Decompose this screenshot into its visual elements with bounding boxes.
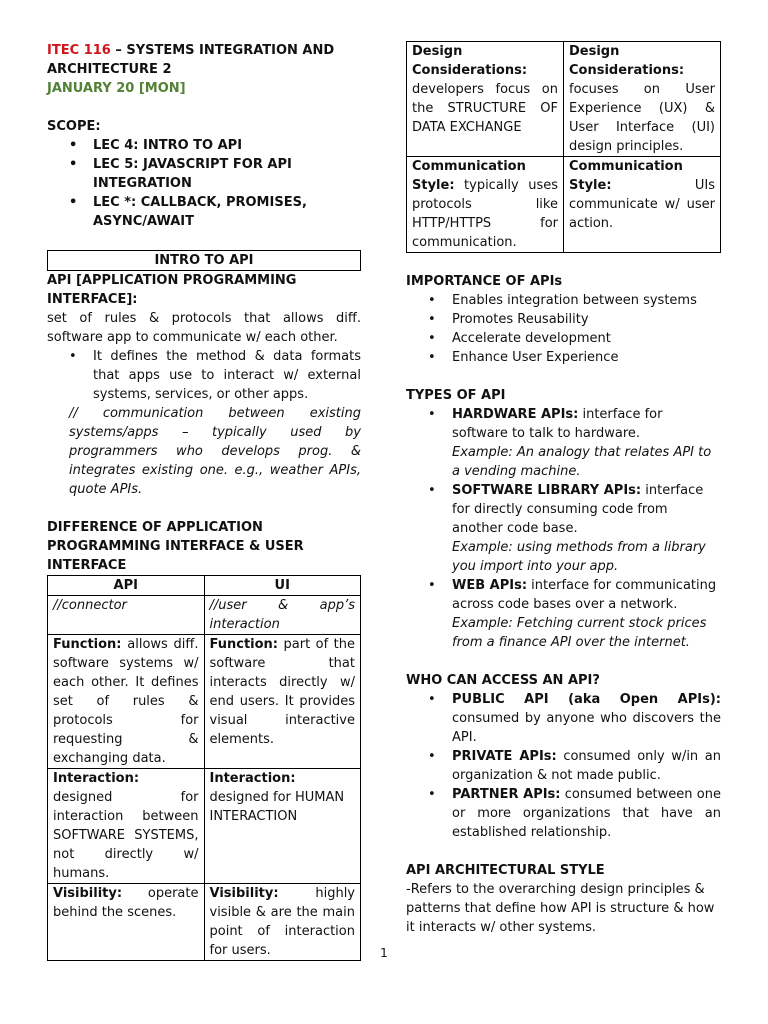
list-item: • PUBLIC API (aka Open APIs): consumed by anyone who discovers the API.: [406, 690, 721, 747]
table-header-ui: UI: [204, 576, 361, 596]
table-cell: Visibility: operate behind the scenes.: [48, 884, 205, 961]
table-cell: Interaction: designed for interaction between SOFTWARE SYSTEMS, not directly w/ humans.: [48, 769, 205, 884]
list-item: • Accelerate development: [406, 329, 721, 348]
api-note: // communication between existing systems/apps – typically used by programmers who develops prog. & integrates existing one. e.g., weather APIs, quote APIs.: [69, 406, 361, 497]
table-cell: Interaction: designed for HUMAN INTERACTION: [204, 769, 361, 884]
course-code: ITEC 116: [47, 43, 111, 58]
list-item: • HARDWARE APIs: interface for software to talk to hardware. Example: An analogy that relates API to a vending machine.: [406, 405, 721, 481]
table-cell: Communication Style: typically uses protocols like HTTP/HTTPS for communication.: [407, 157, 564, 253]
table-cell: Function: allows diff. software systems w/ each other. It defines set of rules & protocols for requesting & exchanging data.: [48, 635, 205, 769]
api-definition: set of rules & protocols that allows diff. software app to communicate w/ each other.: [47, 311, 361, 345]
importance-heading: IMPORTANCE OF APIs: [406, 274, 563, 289]
api-bullets: [47, 347, 361, 404]
table-header-api: API: [48, 576, 205, 596]
list-item: • PRIVATE APIs: consumed only w/in an organization & not made public.: [406, 747, 721, 785]
table-row: [48, 596, 361, 635]
list-item: • PARTNER APIs: consumed between one or more organizations that have an established relationship.: [406, 785, 721, 842]
section-title-box: INTRO TO API: [47, 250, 361, 271]
comparison-table: [47, 575, 361, 961]
arch-text: -Refers to the overarching design principles & patterns that define how API is structure & how it interacts w/ other systems.: [406, 882, 715, 935]
arch-heading: API ARCHITECTURAL STYLE: [406, 863, 605, 878]
list-item: • LEC *: CALLBACK, PROMISES, ASYNC/AWAIT: [47, 193, 361, 231]
scope-list: [47, 136, 361, 231]
example-text: Example: Fetching current stock prices from a finance API over the internet.: [452, 616, 707, 650]
table-cell: //connector: [48, 596, 205, 635]
access-heading: WHO CAN ACCESS AN API?: [406, 673, 600, 688]
list-item: • LEC 5: JAVASCRIPT FOR API INTEGRATION: [47, 155, 361, 193]
table-cell: Communication Style: UIs communicate w/ user action.: [564, 157, 721, 253]
list-item: • Enhance User Experience: [406, 348, 721, 367]
table-row: [407, 42, 721, 157]
access-list: [406, 690, 721, 842]
types-list: [406, 405, 721, 652]
comparison-table-continued: [406, 41, 721, 253]
list-item: • Promotes Reusability: [406, 310, 721, 329]
left-column: [47, 41, 361, 961]
scope-label: SCOPE:: [47, 119, 101, 134]
list-item: • WEB APIs: interface for communicating across code bases over a network. Example: Fetching current stock prices from a finance API over the internet.: [406, 576, 721, 652]
table-cell: Design Considerations: focuses on User Experience (UX) & User Interface (UI) design principles.: [564, 42, 721, 157]
list-item: • It defines the method & data formats that apps use to interact w/ external systems, services, or other apps.: [47, 347, 361, 404]
list-item: • SOFTWARE LIBRARY APIs: interface for directly consuming code from another code base. Example: using methods from a library you import into your app.: [406, 481, 721, 576]
api-term: API [APPLICATION PROGRAMMING INTERFACE]:: [47, 273, 297, 307]
lecture-date: JANUARY 20 [MON]: [47, 81, 186, 96]
table-cell: Design Considerations: developers focus on the STRUCTURE OF DATA EXCHANGE: [407, 42, 564, 157]
table-cell: //user & app’s interaction: [204, 596, 361, 635]
page-number: 1: [380, 946, 388, 960]
list-item: • LEC 4: INTRO TO API: [47, 136, 361, 155]
table-row: [407, 157, 721, 253]
example-text: Example: using methods from a library you import into your app.: [452, 540, 706, 574]
list-item: • Enables integration between systems: [406, 291, 721, 310]
table-cell: Function: part of the software that interacts directly w/ end users. It provides visual interactive elements.: [204, 635, 361, 769]
table-row: [48, 769, 361, 884]
example-text: Example: An analogy that relates API to a vending machine.: [452, 445, 712, 479]
table-cell: Visibility: highly visible & are the main point of interaction for users.: [204, 884, 361, 961]
table-row: [48, 635, 361, 769]
course-title: ITEC 116 – SYSTEMS INTEGRATION AND ARCHITECTURE 2: [47, 43, 335, 77]
right-column: [406, 41, 721, 937]
types-heading: TYPES OF API: [406, 388, 506, 403]
difference-heading: DIFFERENCE OF APPLICATION PROGRAMMING INTERFACE & USER INTERFACE: [47, 520, 304, 573]
importance-list: [406, 291, 721, 367]
